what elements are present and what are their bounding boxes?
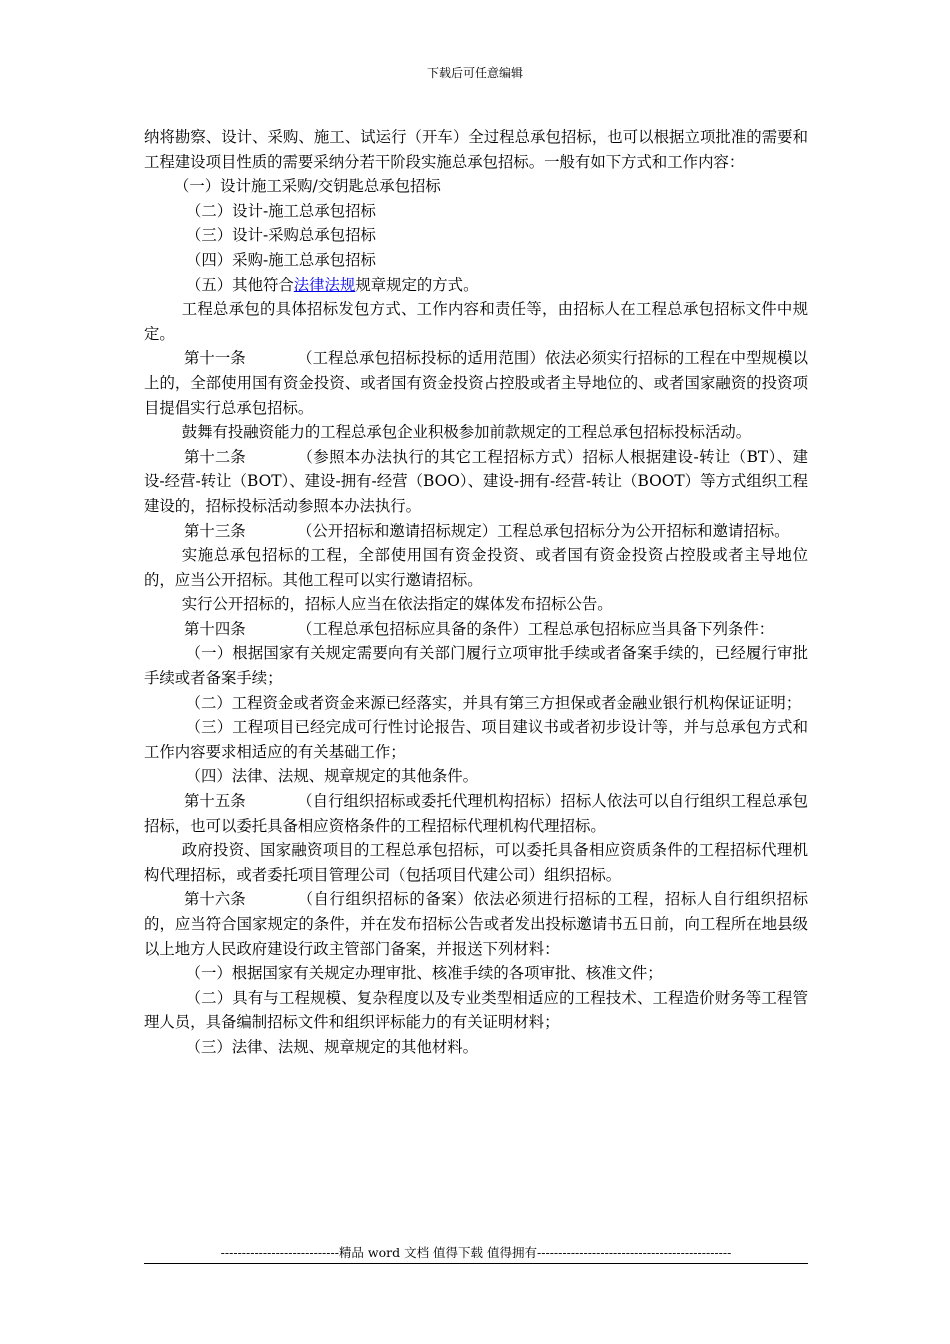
article-13-para: 实行公开招标的，招标人应当在依法指定的媒体发布招标公告。 — [181, 595, 613, 614]
article-number: 第十三条 — [184, 521, 246, 540]
article-14-item: （一）根据国家有关规定需要向有关部门履行立项审批手续或者备案手续的，已经履行审批手续或者备案手续； — [144, 644, 808, 688]
article-number: 第十一条 — [184, 349, 246, 368]
mode-item-5: （五）其他符合法律法规规章规定的方式。 — [186, 275, 479, 294]
article-11: 第十一条 （工程总承包招标投标的适用范围）依法必须实行招标的工程在中型规模以上的，全部使用国有资金投资、或者国有资金投资占控股或者主导地位的、或者国家融资的投资项目提倡实行总承包招标。 — [144, 346, 808, 420]
law-link[interactable]: 法律法规 — [293, 275, 356, 294]
article-16-item: （二）具有与工程规模、复杂程度以及专业类型相适应的工程技术、工程造价财务等工程管理人员，具备编制招标文件和组织评标能力的有关证明材料； — [144, 988, 808, 1032]
mode-item: （一）设计施工采购/交钥匙总承包招标 — [174, 177, 441, 196]
article-16: 第十六条 （自行组织招标的备案）依法必须进行招标的工程，招标人自行组织招标的，应当符合国家规定的条件，并在发布招标公告或者发出投标邀请书五日前，向工程所在地县级以上地方人民政府建设行政主管部门备案，并报送下列材料： — [144, 887, 808, 961]
article-15-para: 政府投资、国家融资项目的工程总承包招标，可以委托具备相应资质条件的工程招标代理机构代理招标，或者委托项目管理公司（包括项目代建公司）组织招标。 — [144, 841, 808, 884]
page-footer — [144, 1245, 808, 1264]
mode-item: （四）采购-施工总承包招标 — [186, 250, 376, 269]
article-14: 第十四条 （工程总承包招标应具备的条件）工程总承包招标应当具备下列条件： — [144, 617, 808, 642]
mode-note: 工程总承包的具体招标发包方式、工作内容和责任等，由招标人在工程总承包招标文件中规定。 — [144, 300, 808, 343]
article-14-item: （三）工程项目已经完成可行性讨论报告、项目建议书或者初步设计等，并与总承包方式和工作内容要求相适应的有关基础工作； — [144, 718, 808, 761]
article-number: 第十二条 — [184, 447, 246, 466]
article-13-para: 实施总承包招标的工程，全部使用国有资金投资、或者国有资金投资占控股或者主导地位的，应当公开招标。其他工程可以实行邀请招标。 — [144, 546, 808, 589]
mode-item: （三）设计-采购总承包招标 — [186, 226, 376, 245]
article-14-item: （二）工程资金或者资金来源已经落实，并具有第三方担保或者金融业银行机构保证证明； — [185, 693, 802, 712]
article-number: 第十四条 — [184, 619, 246, 638]
page-header: 下载后可任意编辑 — [426, 66, 523, 80]
footer-text: ----------------------------精品 word 文档 值得下载 值得拥有---------------------------------------------- — [220, 1245, 732, 1260]
article-number: 第十五条 — [184, 792, 246, 811]
document-body — [144, 125, 808, 1060]
intro-paragraph: 纳将勘察、设计、采购、施工、试运行（开车）全过程总承包招标，也可以根据立项批准的需要和工程建设项目性质的需要采纳分若干阶段实施总承包招标。一般有如下方式和工作内容： — [144, 128, 808, 171]
article-12: 第十二条 （参照本办法执行的其它工程招标方式）招标人根据建设-转让（BT）、建设-经营-转让（BOT）、建设-拥有-经营（BOO）、建设-拥有-经营-转让（BOOT）等方式组织工程建设的，招标投标活动参照本办法执行。 — [144, 445, 808, 519]
article-13: 第十三条 （公开招标和邀请招标规定）工程总承包招标分为公开招标和邀请招标。 — [144, 519, 808, 544]
article-16-item: （三）法律、法规、规章规定的其他材料。 — [185, 1037, 479, 1056]
footer-divider — [144, 1263, 808, 1264]
article-number: 第十六条 — [184, 890, 246, 909]
article-11-para: 鼓舞有投融资能力的工程总承包企业积极参加前款规定的工程总承包招标投标活动。 — [181, 423, 752, 442]
article-14-item: （四）法律、法规、规章规定的其他条件。 — [185, 767, 479, 786]
mode-item: （二）设计-施工总承包招标 — [186, 201, 376, 220]
article-15: 第十五条 （自行组织招标或委托代理机构招标）招标人依法可以自行组织工程总承包招标，也可以委托具备相应资格条件的工程招标代理机构代理招标。 — [144, 789, 808, 838]
article-16-item: （一）根据国家有关规定办理审批、核准手续的各项审批、核准文件； — [185, 964, 663, 983]
